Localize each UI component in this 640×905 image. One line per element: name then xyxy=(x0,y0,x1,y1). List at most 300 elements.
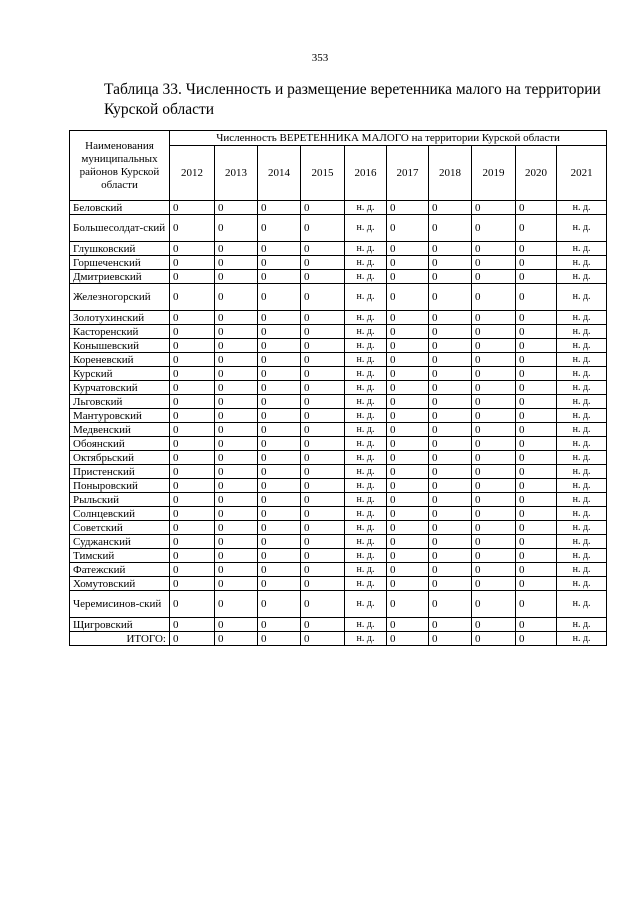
count-cell: 0 xyxy=(215,451,258,465)
year-header: 2021 xyxy=(557,146,607,201)
count-cell: 0 xyxy=(516,270,557,284)
table-row xyxy=(70,284,607,311)
district-name: Льговский xyxy=(70,395,170,409)
count-cell: н. д. xyxy=(557,367,607,381)
count-cell: 0 xyxy=(429,591,472,618)
count-cell: 0 xyxy=(472,242,516,256)
table-row xyxy=(70,325,607,339)
year-header: 2015 xyxy=(301,146,345,201)
count-cell: 0 xyxy=(516,242,557,256)
table-row xyxy=(70,507,607,521)
count-cell: 0 xyxy=(170,437,215,451)
count-cell: 0 xyxy=(301,409,345,423)
district-name: Дмитриевский xyxy=(70,270,170,284)
count-cell: н. д. xyxy=(345,437,387,451)
count-cell: 0 xyxy=(472,507,516,521)
count-cell: 0 xyxy=(472,353,516,367)
table-row xyxy=(70,423,607,437)
count-cell: 0 xyxy=(301,284,345,311)
count-cell: 0 xyxy=(516,423,557,437)
count-cell: 0 xyxy=(472,535,516,549)
count-cell: 0 xyxy=(258,215,301,242)
count-cell: 0 xyxy=(387,381,429,395)
count-cell: 0 xyxy=(472,256,516,270)
count-cell: 0 xyxy=(170,311,215,325)
count-cell: н. д. xyxy=(557,465,607,479)
count-cell: 0 xyxy=(472,577,516,591)
count-cell: н. д. xyxy=(557,256,607,270)
table-body xyxy=(70,201,607,646)
count-cell: 0 xyxy=(215,311,258,325)
count-cell: 0 xyxy=(170,577,215,591)
count-cell: 0 xyxy=(429,381,472,395)
count-cell: н. д. xyxy=(345,507,387,521)
count-cell: 0 xyxy=(170,339,215,353)
count-cell: 0 xyxy=(301,507,345,521)
count-cell: 0 xyxy=(472,409,516,423)
count-cell: 0 xyxy=(429,242,472,256)
count-cell: н. д. xyxy=(345,465,387,479)
count-cell: н. д. xyxy=(557,325,607,339)
count-cell: 0 xyxy=(215,395,258,409)
count-cell: 0 xyxy=(387,270,429,284)
population-group-header: Численность ВЕРЕТЕННИКА МАЛОГО на территории Курской области xyxy=(170,131,607,146)
count-cell: 0 xyxy=(301,381,345,395)
count-cell: 0 xyxy=(516,507,557,521)
count-cell: 0 xyxy=(258,409,301,423)
count-cell: н. д. xyxy=(345,521,387,535)
count-cell: 0 xyxy=(429,423,472,437)
year-header: 2018 xyxy=(429,146,472,201)
count-cell: 0 xyxy=(258,353,301,367)
count-cell: 0 xyxy=(387,451,429,465)
count-cell: 0 xyxy=(301,618,345,632)
count-cell: н. д. xyxy=(557,632,607,646)
count-cell: 0 xyxy=(516,479,557,493)
count-cell: 0 xyxy=(215,367,258,381)
count-cell: н. д. xyxy=(345,353,387,367)
count-cell: 0 xyxy=(429,479,472,493)
count-cell: 0 xyxy=(516,465,557,479)
count-cell: 0 xyxy=(215,270,258,284)
count-cell: н. д. xyxy=(345,201,387,215)
count-cell: 0 xyxy=(258,521,301,535)
count-cell: 0 xyxy=(516,632,557,646)
district-name: Беловский xyxy=(70,201,170,215)
count-cell: 0 xyxy=(429,284,472,311)
table-row xyxy=(70,479,607,493)
district-name: Курский xyxy=(70,367,170,381)
count-cell: 0 xyxy=(258,395,301,409)
count-cell: 0 xyxy=(215,339,258,353)
count-cell: 0 xyxy=(301,270,345,284)
count-cell: 0 xyxy=(387,423,429,437)
count-cell: 0 xyxy=(429,507,472,521)
count-cell: н. д. xyxy=(557,353,607,367)
count-cell: 0 xyxy=(170,270,215,284)
count-cell: 0 xyxy=(258,256,301,270)
count-cell: 0 xyxy=(472,284,516,311)
count-cell: 0 xyxy=(170,563,215,577)
table-caption: Таблица 33. Численность и размещение веретенника малого на территории Курской области xyxy=(104,81,601,118)
district-name: Глушковский xyxy=(70,242,170,256)
count-cell: 0 xyxy=(516,311,557,325)
year-header: 2014 xyxy=(258,146,301,201)
count-cell: 0 xyxy=(472,201,516,215)
district-name: Большесолдат-ский xyxy=(70,215,170,242)
count-cell: н. д. xyxy=(557,242,607,256)
count-cell: 0 xyxy=(516,201,557,215)
count-cell: 0 xyxy=(472,381,516,395)
count-cell: 0 xyxy=(258,325,301,339)
count-cell: н. д. xyxy=(345,242,387,256)
count-cell: н. д. xyxy=(345,618,387,632)
count-cell: 0 xyxy=(301,577,345,591)
count-cell: 0 xyxy=(429,409,472,423)
district-name: Золотухинский xyxy=(70,311,170,325)
table-row xyxy=(70,563,607,577)
count-cell: н. д. xyxy=(557,215,607,242)
count-cell: 0 xyxy=(429,325,472,339)
count-cell: 0 xyxy=(472,395,516,409)
count-cell: 0 xyxy=(301,242,345,256)
count-cell: 0 xyxy=(301,479,345,493)
count-cell: 0 xyxy=(215,353,258,367)
count-cell: 0 xyxy=(301,521,345,535)
count-cell: 0 xyxy=(516,395,557,409)
table-row xyxy=(70,215,607,242)
count-cell: 0 xyxy=(215,535,258,549)
year-header: 2013 xyxy=(215,146,258,201)
count-cell: н. д. xyxy=(557,577,607,591)
count-cell: н. д. xyxy=(557,507,607,521)
table-row xyxy=(70,242,607,256)
count-cell: н. д. xyxy=(345,311,387,325)
count-cell: 0 xyxy=(387,353,429,367)
count-cell: 0 xyxy=(387,215,429,242)
year-header: 2019 xyxy=(472,146,516,201)
count-cell: 0 xyxy=(472,339,516,353)
district-name: Обоянский xyxy=(70,437,170,451)
total-label: ИТОГО: xyxy=(70,632,170,646)
count-cell: 0 xyxy=(258,535,301,549)
count-cell: 0 xyxy=(258,549,301,563)
count-cell: 0 xyxy=(429,577,472,591)
count-cell: 0 xyxy=(387,325,429,339)
district-name: Черемисинов-ский xyxy=(70,591,170,618)
count-cell: 0 xyxy=(301,465,345,479)
count-cell: 0 xyxy=(472,563,516,577)
count-cell: 0 xyxy=(387,535,429,549)
count-cell: н. д. xyxy=(557,284,607,311)
count-cell: н. д. xyxy=(345,563,387,577)
count-cell: 0 xyxy=(429,256,472,270)
count-cell: н. д. xyxy=(345,270,387,284)
count-cell: 0 xyxy=(516,493,557,507)
count-cell: 0 xyxy=(516,451,557,465)
table-row xyxy=(70,311,607,325)
count-cell: н. д. xyxy=(557,201,607,215)
count-cell: 0 xyxy=(387,591,429,618)
count-cell: 0 xyxy=(472,270,516,284)
count-cell: н. д. xyxy=(557,270,607,284)
count-cell: 0 xyxy=(387,465,429,479)
district-name: Касторенский xyxy=(70,325,170,339)
count-cell: 0 xyxy=(215,201,258,215)
count-cell: 0 xyxy=(301,437,345,451)
count-cell: 0 xyxy=(387,618,429,632)
table-row xyxy=(70,465,607,479)
count-cell: н. д. xyxy=(557,493,607,507)
count-cell: 0 xyxy=(516,256,557,270)
count-cell: н. д. xyxy=(345,256,387,270)
count-cell: 0 xyxy=(215,577,258,591)
count-cell: 0 xyxy=(516,591,557,618)
count-cell: 0 xyxy=(301,632,345,646)
district-name: Суджанский xyxy=(70,535,170,549)
count-cell: 0 xyxy=(258,339,301,353)
district-name: Железногорский xyxy=(70,284,170,311)
count-cell: 0 xyxy=(215,215,258,242)
count-cell: 0 xyxy=(170,381,215,395)
count-cell: 0 xyxy=(472,632,516,646)
table-row xyxy=(70,577,607,591)
count-cell: н. д. xyxy=(557,381,607,395)
count-cell: 0 xyxy=(472,479,516,493)
table-row xyxy=(70,367,607,381)
count-cell: 0 xyxy=(301,591,345,618)
count-cell: н. д. xyxy=(557,409,607,423)
count-cell: н. д. xyxy=(345,577,387,591)
table-row xyxy=(70,270,607,284)
count-cell: 0 xyxy=(170,535,215,549)
district-name: Хомутовский xyxy=(70,577,170,591)
count-cell: н. д. xyxy=(557,549,607,563)
table-row xyxy=(70,521,607,535)
count-cell: 0 xyxy=(429,618,472,632)
count-cell: н. д. xyxy=(345,479,387,493)
count-cell: н. д. xyxy=(557,563,607,577)
count-cell: 0 xyxy=(215,465,258,479)
district-column-header: Наименования муниципальных районов Курской области xyxy=(70,131,170,201)
count-cell: 0 xyxy=(170,507,215,521)
count-cell: 0 xyxy=(429,201,472,215)
count-cell: 0 xyxy=(215,423,258,437)
table-row xyxy=(70,493,607,507)
count-cell: 0 xyxy=(215,256,258,270)
count-cell: 0 xyxy=(472,451,516,465)
count-cell: 0 xyxy=(258,632,301,646)
count-cell: 0 xyxy=(215,493,258,507)
count-cell: 0 xyxy=(516,437,557,451)
district-name: Солнцевский xyxy=(70,507,170,521)
count-cell: 0 xyxy=(301,493,345,507)
count-cell: 0 xyxy=(170,256,215,270)
count-cell: 0 xyxy=(170,451,215,465)
district-name: Конышевский xyxy=(70,339,170,353)
count-cell: н. д. xyxy=(345,535,387,549)
count-cell: 0 xyxy=(516,339,557,353)
district-name: Пристенский xyxy=(70,465,170,479)
count-cell: 0 xyxy=(387,201,429,215)
count-cell: 0 xyxy=(258,507,301,521)
count-cell: 0 xyxy=(516,215,557,242)
count-cell: н. д. xyxy=(557,451,607,465)
count-cell: 0 xyxy=(215,437,258,451)
count-cell: 0 xyxy=(258,479,301,493)
count-cell: н. д. xyxy=(557,521,607,535)
population-table xyxy=(69,130,607,646)
year-header: 2012 xyxy=(170,146,215,201)
count-cell: 0 xyxy=(516,618,557,632)
count-cell: 0 xyxy=(258,591,301,618)
count-cell: н. д. xyxy=(345,493,387,507)
count-cell: 0 xyxy=(170,423,215,437)
district-name: Советский xyxy=(70,521,170,535)
count-cell: 0 xyxy=(301,339,345,353)
count-cell: 0 xyxy=(387,563,429,577)
district-name: Щигровский xyxy=(70,618,170,632)
count-cell: 0 xyxy=(170,242,215,256)
count-cell: 0 xyxy=(472,311,516,325)
count-cell: 0 xyxy=(258,493,301,507)
count-cell: 0 xyxy=(516,353,557,367)
count-cell: 0 xyxy=(215,591,258,618)
count-cell: н. д. xyxy=(557,339,607,353)
count-cell: 0 xyxy=(472,215,516,242)
count-cell: 0 xyxy=(516,284,557,311)
table-row xyxy=(70,395,607,409)
count-cell: 0 xyxy=(301,451,345,465)
count-cell: 0 xyxy=(387,521,429,535)
table-row xyxy=(70,437,607,451)
count-cell: 0 xyxy=(429,367,472,381)
count-cell: 0 xyxy=(387,507,429,521)
count-cell: 0 xyxy=(170,479,215,493)
count-cell: н. д. xyxy=(557,479,607,493)
district-name: Медвенский xyxy=(70,423,170,437)
count-cell: 0 xyxy=(215,563,258,577)
count-cell: 0 xyxy=(170,284,215,311)
count-cell: н. д. xyxy=(345,632,387,646)
count-cell: 0 xyxy=(301,535,345,549)
count-cell: 0 xyxy=(429,535,472,549)
count-cell: 0 xyxy=(516,535,557,549)
count-cell: 0 xyxy=(387,479,429,493)
table-row xyxy=(70,353,607,367)
count-cell: 0 xyxy=(516,325,557,339)
table-row xyxy=(70,201,607,215)
table-row xyxy=(70,339,607,353)
district-name: Тимский xyxy=(70,549,170,563)
count-cell: н. д. xyxy=(345,549,387,563)
count-cell: 0 xyxy=(215,618,258,632)
count-cell: 0 xyxy=(215,479,258,493)
count-cell: 0 xyxy=(472,618,516,632)
count-cell: н. д. xyxy=(557,535,607,549)
count-cell: 0 xyxy=(516,381,557,395)
count-cell: 0 xyxy=(387,284,429,311)
count-cell: н. д. xyxy=(345,367,387,381)
count-cell: 0 xyxy=(472,521,516,535)
count-cell: 0 xyxy=(170,201,215,215)
count-cell: н. д. xyxy=(345,381,387,395)
count-cell: 0 xyxy=(170,409,215,423)
table-row xyxy=(70,618,607,632)
count-cell: 0 xyxy=(429,311,472,325)
count-cell: 0 xyxy=(429,215,472,242)
count-cell: 0 xyxy=(170,465,215,479)
count-cell: 0 xyxy=(301,311,345,325)
count-cell: 0 xyxy=(387,493,429,507)
page-number: 353 xyxy=(311,52,329,64)
count-cell: 0 xyxy=(258,465,301,479)
count-cell: 0 xyxy=(387,367,429,381)
district-name: Поныровский xyxy=(70,479,170,493)
count-cell: 0 xyxy=(429,437,472,451)
count-cell: 0 xyxy=(429,563,472,577)
count-cell: н. д. xyxy=(345,409,387,423)
table-row xyxy=(70,409,607,423)
count-cell: 0 xyxy=(215,325,258,339)
district-name: Мантуровский xyxy=(70,409,170,423)
count-cell: н. д. xyxy=(345,451,387,465)
count-cell: 0 xyxy=(516,577,557,591)
count-cell: н. д. xyxy=(557,618,607,632)
count-cell: н. д. xyxy=(557,591,607,618)
year-header: 2016 xyxy=(345,146,387,201)
count-cell: н. д. xyxy=(345,325,387,339)
year-header: 2017 xyxy=(387,146,429,201)
count-cell: 0 xyxy=(170,549,215,563)
count-cell: 0 xyxy=(472,437,516,451)
count-cell: 0 xyxy=(516,549,557,563)
count-cell: 0 xyxy=(170,367,215,381)
count-cell: 0 xyxy=(258,284,301,311)
count-cell: 0 xyxy=(387,256,429,270)
count-cell: 0 xyxy=(387,395,429,409)
count-cell: н. д. xyxy=(345,395,387,409)
count-cell: 0 xyxy=(472,423,516,437)
count-cell: 0 xyxy=(170,618,215,632)
count-cell: 0 xyxy=(258,577,301,591)
count-cell: 0 xyxy=(516,563,557,577)
count-cell: 0 xyxy=(429,451,472,465)
count-cell: 0 xyxy=(387,409,429,423)
count-cell: 0 xyxy=(258,618,301,632)
year-header: 2020 xyxy=(516,146,557,201)
table-row xyxy=(70,381,607,395)
table-row xyxy=(70,549,607,563)
table-header xyxy=(70,131,607,201)
district-name: Рыльский xyxy=(70,493,170,507)
count-cell: 0 xyxy=(429,632,472,646)
district-name: Кореневский xyxy=(70,353,170,367)
count-cell: 0 xyxy=(258,201,301,215)
count-cell: 0 xyxy=(516,521,557,535)
count-cell: 0 xyxy=(258,563,301,577)
table-row xyxy=(70,451,607,465)
district-name: Октябрьский xyxy=(70,451,170,465)
count-cell: 0 xyxy=(170,325,215,339)
count-cell: 0 xyxy=(170,493,215,507)
count-cell: 0 xyxy=(429,395,472,409)
count-cell: 0 xyxy=(170,215,215,242)
count-cell: 0 xyxy=(301,563,345,577)
district-name: Фатежский xyxy=(70,563,170,577)
count-cell: 0 xyxy=(301,423,345,437)
count-cell: 0 xyxy=(215,284,258,311)
